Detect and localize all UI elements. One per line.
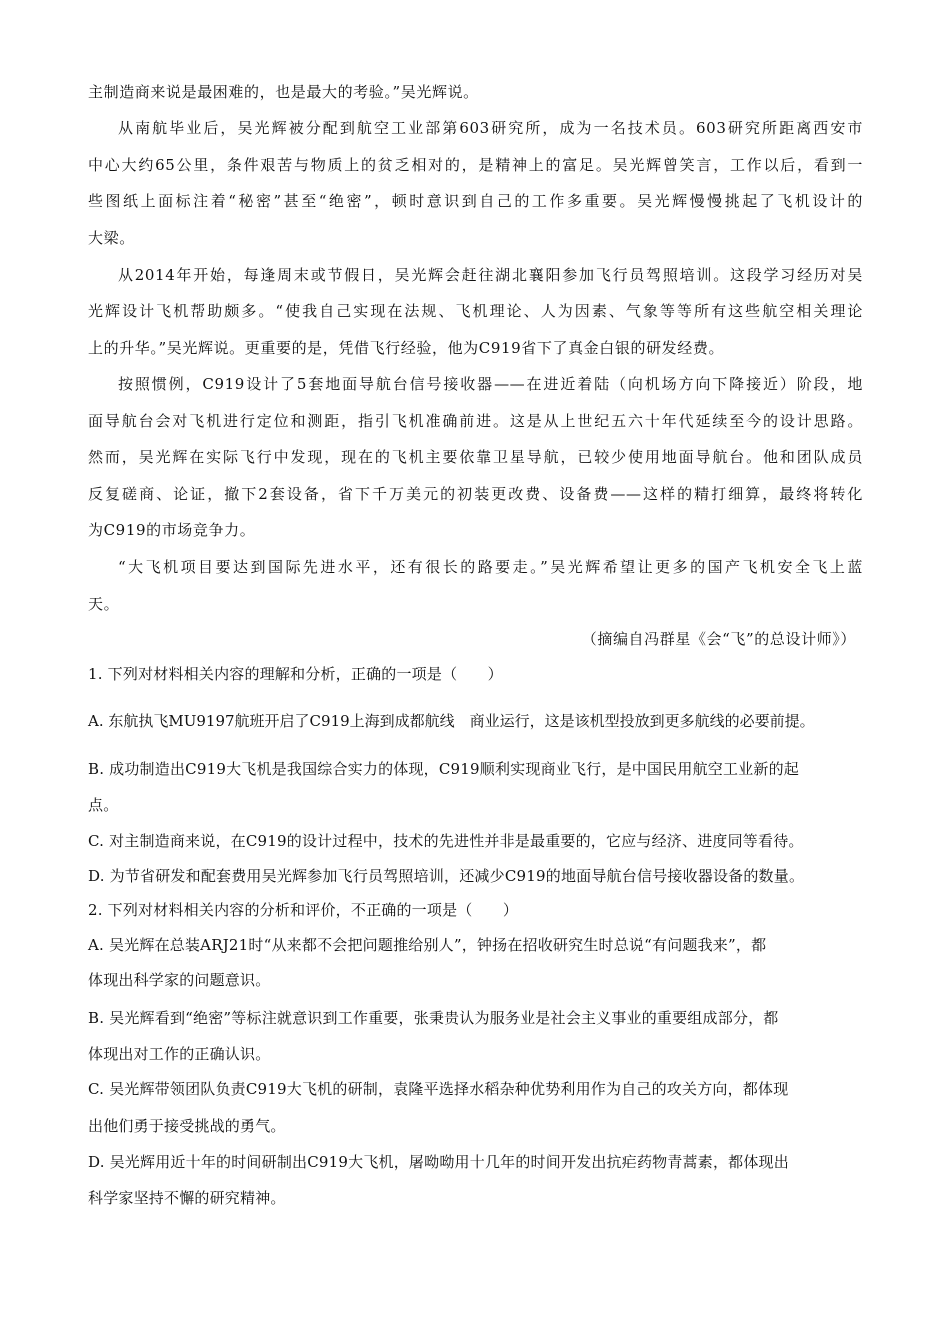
question-1-option-b-cont: 点。 <box>88 796 119 814</box>
question-2-stem: 2. 下列对材料相关内容的分析和评价，不正确的一项是（ ） <box>88 901 519 919</box>
question-2-option-b-cont: 体现出对工作的正确认识。 <box>88 1045 271 1063</box>
question-1-option-b: B. 成功制造出C919大飞机是我国综合实力的体现，C919顺利实现商业飞行，是中国民用航空工业新的起 <box>88 760 799 778</box>
question-2-option-c-cont: 出他们勇于接受挑战的勇气。 <box>88 1117 286 1135</box>
article-line: 为C919的市场竞争力。 <box>88 521 256 539</box>
article-line: 按照惯例，C919设计了5套地面导航台信号接收器——在进近着陆（向机场方向下降接近）阶段，地 <box>118 375 863 393</box>
question-2-option-d-cont: 科学家坚持不懈的研究精神。 <box>88 1189 286 1207</box>
article-line: 上的升华。”吴光辉说。更重要的是，凭借飞行经验，他为C919省下了真金白银的研发经费。 <box>88 339 725 357</box>
article-line: 些图纸上面标注着“秘密”甚至“绝密”，顿时意识到自己的工作多重要。吴光辉慢慢挑起了飞机设计的 <box>88 192 863 210</box>
article-line: 主制造商来说是最困难的，也是最大的考验。”吴光辉说。 <box>88 83 479 101</box>
question-2-option-c: C. 吴光辉带领团队负责C919大飞机的研制，袁隆平选择水稻杂种优势利用作为自己的攻关方向，都体现 <box>88 1080 789 1098</box>
article-source: （摘编自冯群星《会“飞”的总设计师》） <box>581 630 856 648</box>
article-line: 然而，吴光辉在实际飞行中发现，现在的飞机主要依靠卫星导航，已较少使用地面导航台。他和团队成员 <box>88 448 863 466</box>
article-line: 光辉设计飞机帮助颇多。“使我自己实现在法规、飞机理论、人为因素、气象等等所有这些航空相关理论 <box>88 302 863 320</box>
article-line: 天。 <box>88 595 120 613</box>
question-1-option-d: D. 为节省研发和配套费用吴光辉参加飞行员驾照培训，还减少C919的地面导航台信号接收器设备的数量。 <box>88 867 805 885</box>
article-line: 大梁。 <box>88 229 135 247</box>
question-1-stem: 1. 下列对材料相关内容的理解和分析，正确的一项是（ ） <box>88 665 503 683</box>
question-1-option-a: A. 东航执飞MU9197航班开启了C919上海到成都航线 商业运行，这是该机型投放到更多航线的必要前提。 <box>88 712 815 730</box>
article-line: 从南航毕业后，吴光辉被分配到航空工业部第603研究所，成为一名技术员。603研究所距离西安市 <box>118 119 863 137</box>
question-2-option-a: A. 吴光辉在总装ARJ21时“从来都不会把问题推给别人”，钟扬在招收研究生时总说“有问题我来”，都 <box>88 936 767 954</box>
question-1-option-c: C. 对主制造商来说，在C919的设计过程中，技术的先进性并非是最重要的，它应与经济、进度同等看待。 <box>88 832 804 850</box>
article-line: 从2014年开始，每逢周末或节假日，吴光辉会赶往湖北襄阳参加飞行员驾照培训。这段学习经历对吴 <box>118 266 863 284</box>
question-2-option-d: D. 吴光辉用近十年的时间研制出C919大飞机，屠呦呦用十几年的时间开发出抗疟药物青蒿素，都体现出 <box>88 1153 789 1171</box>
article-line: “大飞机项目要达到国际先进水平，还有很长的路要走。”吴光辉希望让更多的国产飞机安全飞上蓝 <box>118 558 863 576</box>
question-2-option-b: B. 吴光辉看到“绝密”等标注就意识到工作重要，张秉贵认为服务业是社会主义事业的重要组成部分，都 <box>88 1009 779 1027</box>
article-line: 面导航台会对飞机进行定位和测距，指引飞机准确前进。这是从上世纪五六十年代延续至今的设计思路。 <box>88 412 863 430</box>
article-line: 反复磋商、论证，撤下2套设备，省下千万美元的初装更改费、设备费——这样的精打细算，最终将转化 <box>88 485 863 503</box>
article-line: 中心大约65公里，条件艰苦与物质上的贫乏相对的，是精神上的富足。吴光辉曾笑言，工作以后，看到一 <box>88 156 863 174</box>
question-2-option-a-cont: 体现出科学家的问题意识。 <box>88 971 271 989</box>
